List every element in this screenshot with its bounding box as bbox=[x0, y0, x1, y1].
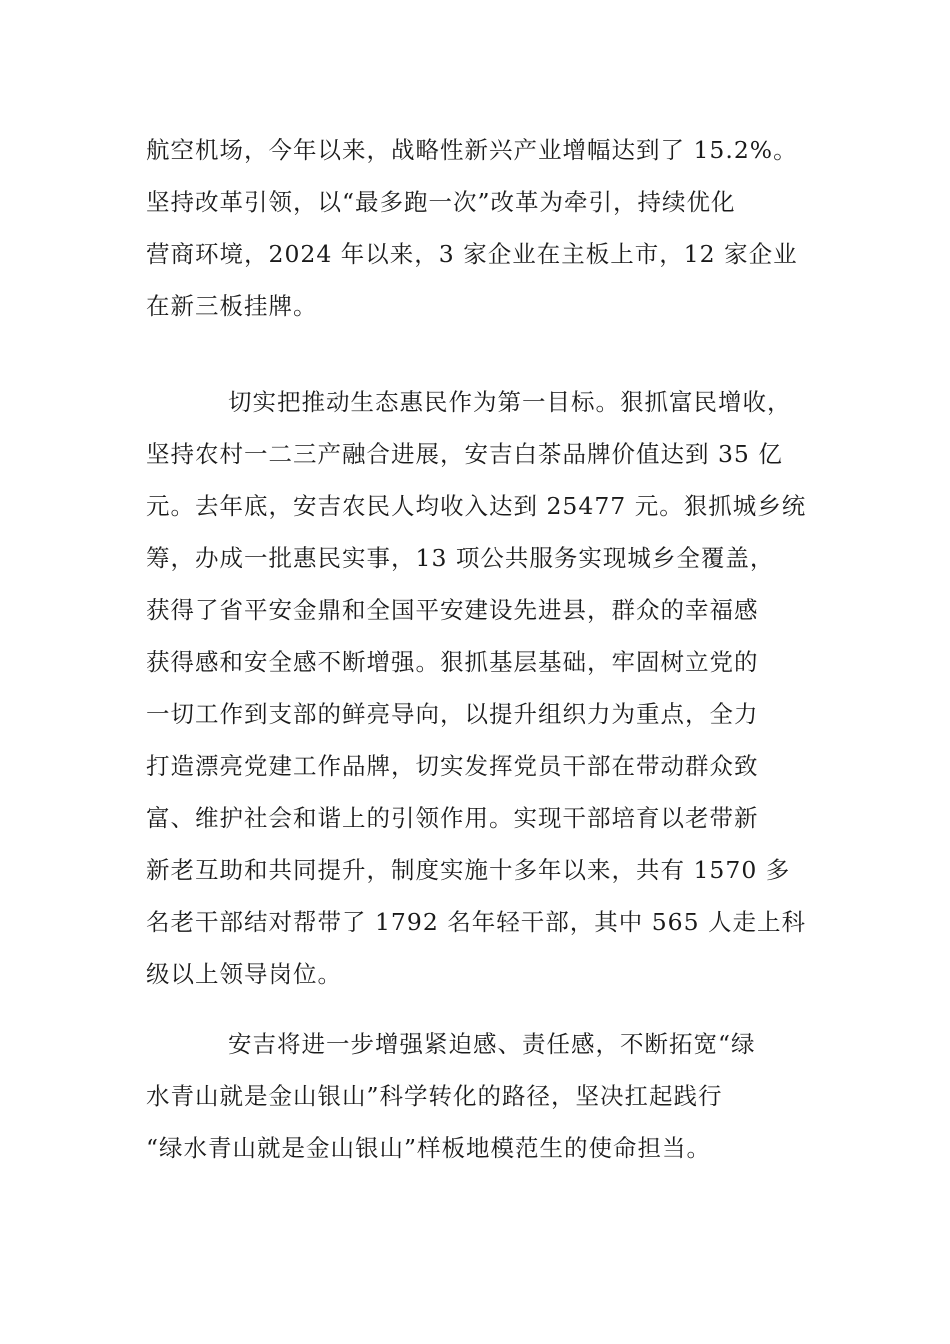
paragraph-1 bbox=[146, 124, 816, 332]
text-line: 获得了省平安金鼎和全国平安建设先进县，群众的幸福感 bbox=[146, 596, 759, 624]
text-line: 安吉将进一步增强紧迫感、责任感，不断拓宽“绿 bbox=[228, 1030, 756, 1058]
text-line: 打造漂亮党建工作品牌，切实发挥党员干部在带动群众致 bbox=[146, 752, 759, 780]
text-line: 坚持农村一二三产融合进展，安吉白茶品牌价值达到 35 亿 bbox=[146, 440, 783, 468]
text-line: 水青山就是金山银山”科学转化的路径，坚决扛起践行 bbox=[146, 1082, 723, 1110]
text-line: 切实把推动生态惠民作为第一目标。狠抓富民增收， bbox=[228, 388, 792, 416]
text-line: 级以上领导岗位。 bbox=[146, 960, 342, 988]
text-line: 富、维护社会和谐上的引领作用。实现干部培育以老带新 bbox=[146, 804, 759, 832]
text-line: 一切工作到支部的鲜亮导向，以提升组织力为重点，全力 bbox=[146, 700, 759, 728]
text-line: 坚持改革引领，以“最多跑一次”改革为牵引，持续优化 bbox=[146, 188, 736, 216]
text-line: 筹，办成一批惠民实事，13 项公共服务实现城乡全覆盖， bbox=[146, 544, 775, 572]
paragraph-3 bbox=[146, 1018, 816, 1174]
text-line: 在新三板挂牌。 bbox=[146, 292, 318, 320]
text-line: 获得感和安全感不断增强。狠抓基层基础，牢固树立党的 bbox=[146, 648, 759, 676]
text-line: 营商环境，2024 年以来，3 家企业在主板上市，12 家企业 bbox=[146, 240, 798, 268]
text-line: 新老互助和共同提升，制度实施十多年以来，共有 1570 多 bbox=[146, 856, 791, 884]
paragraph-2 bbox=[146, 376, 816, 1000]
text-line: 名老干部结对帮带了 1792 名年轻干部，其中 565 人走上科 bbox=[146, 908, 807, 936]
text-line: 元。去年底，安吉农民人均收入达到 25477 元。狠抓城乡统 bbox=[146, 492, 807, 520]
text-line: 航空机场，今年以来，战略性新兴产业增幅达到了 15.2%。 bbox=[146, 136, 798, 164]
text-line: “绿水青山就是金山银山”样板地模范生的使命担当。 bbox=[146, 1134, 712, 1162]
